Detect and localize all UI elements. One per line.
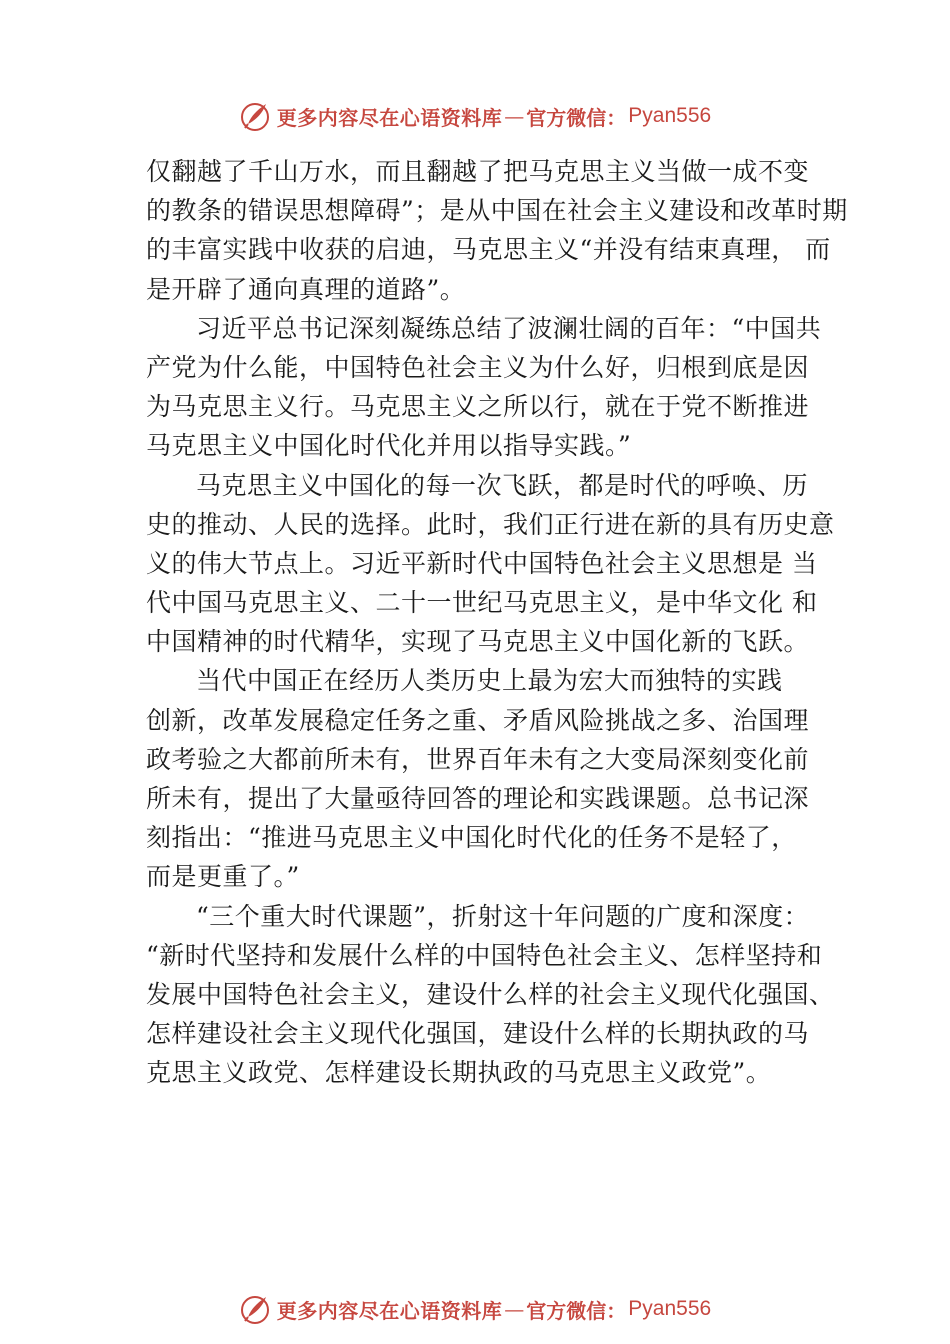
quill-pen-icon (239, 1293, 271, 1325)
text-line: 的教条的错误思想障碍”；是从中国在社会主义建设和改革时期 (146, 196, 848, 226)
quill-pen-icon (239, 100, 271, 132)
paragraph (146, 466, 835, 662)
text-line: 马克思主义中国化的每一次飞跃，都是时代的呼唤、历 (196, 470, 809, 500)
header-wechat-label: 官方微信： (526, 105, 627, 130)
text-line: 刻指出：“推进马克思主义中国化时代化的任务不是轻了， (146, 823, 797, 853)
footer-banner (0, 1289, 950, 1329)
text-line: 是开辟了通向真理的道路”。 (146, 274, 466, 304)
header-wechat-id: Pyan556 (628, 104, 712, 127)
text-line: 中国精神的时代精华，实现了马克思主义中国化新的飞跃。 (146, 627, 810, 657)
paragraph (146, 309, 822, 466)
footer-separator: — (504, 1297, 525, 1321)
paragraph (146, 661, 810, 896)
text-line: 习近平总书记深刻凝练总结了波澜壮阔的百年：“中国共 (196, 313, 822, 343)
text-line: 政考验之大都前所未有，世界百年未有之大变局深刻变化前 (146, 744, 810, 774)
text-line: 创新，改革发展稳定任务之重、矛盾风险挑战之多、治国理 (146, 705, 810, 735)
text-line: 产党为什么能，中国特色社会主义为什么好，归根到底是因 (146, 352, 810, 382)
paragraph (146, 152, 848, 309)
text-line: 所未有，提出了大量亟待回答的理论和实践课题。总书记深 (146, 784, 810, 813)
header-separator: — (504, 104, 525, 128)
text-line: 马克思主义中国化时代化并用以指导实践。” (146, 431, 632, 461)
text-line: “三个重大时代课题”，折射这十年问题的广度和深度： (196, 901, 810, 931)
text-line: 怎样建设社会主义现代化强国，建设什么样的长期执政的马 (146, 1019, 810, 1049)
text-line: 当代中国正在经历人类历史上最为宏大而独特的实践 (196, 666, 783, 696)
text-line: 代中国马克思主义、二十一世纪马克思主义，是中华文化 和 (146, 588, 818, 618)
text-line: 的丰富实践中收获的启迪，马克思主义“并没有结束真理， 而 (146, 235, 831, 265)
footer-wechat-id: Pyan556 (628, 1297, 712, 1320)
header-banner (0, 96, 950, 136)
text-line: 而是更重了。” (146, 862, 300, 892)
footer-slogan: 更多内容尽在心语资料库 (276, 1298, 503, 1323)
text-line: 发展中国特色社会主义，建设什么样的社会主义现代化强国、 (146, 979, 835, 1009)
text-line: 义的伟大节点上。习近平新时代中国特色社会主义思想是 当 (146, 548, 818, 578)
text-line: “新时代坚持和发展什么样的中国特色社会主义、怎样坚持和 (146, 940, 823, 970)
footer-wechat-label: 官方微信： (526, 1298, 627, 1323)
text-line: 史的推动、人民的选择。此时，我们正行进在新的具有历史意 (146, 509, 835, 539)
header-slogan: 更多内容尽在心语资料库 (276, 105, 503, 130)
document-body (146, 152, 848, 1093)
text-line: 克思主义政党、怎样建设长期执政的马克思主义政党”。 (146, 1058, 772, 1088)
text-line: 仅翻越了千山万水，而且翻越了把马克思主义当做一成不变 (146, 157, 810, 186)
text-line: 为马克思主义行。马克思主义之所以行，就在于党不断推进 (146, 392, 810, 422)
paragraph (146, 897, 835, 1093)
